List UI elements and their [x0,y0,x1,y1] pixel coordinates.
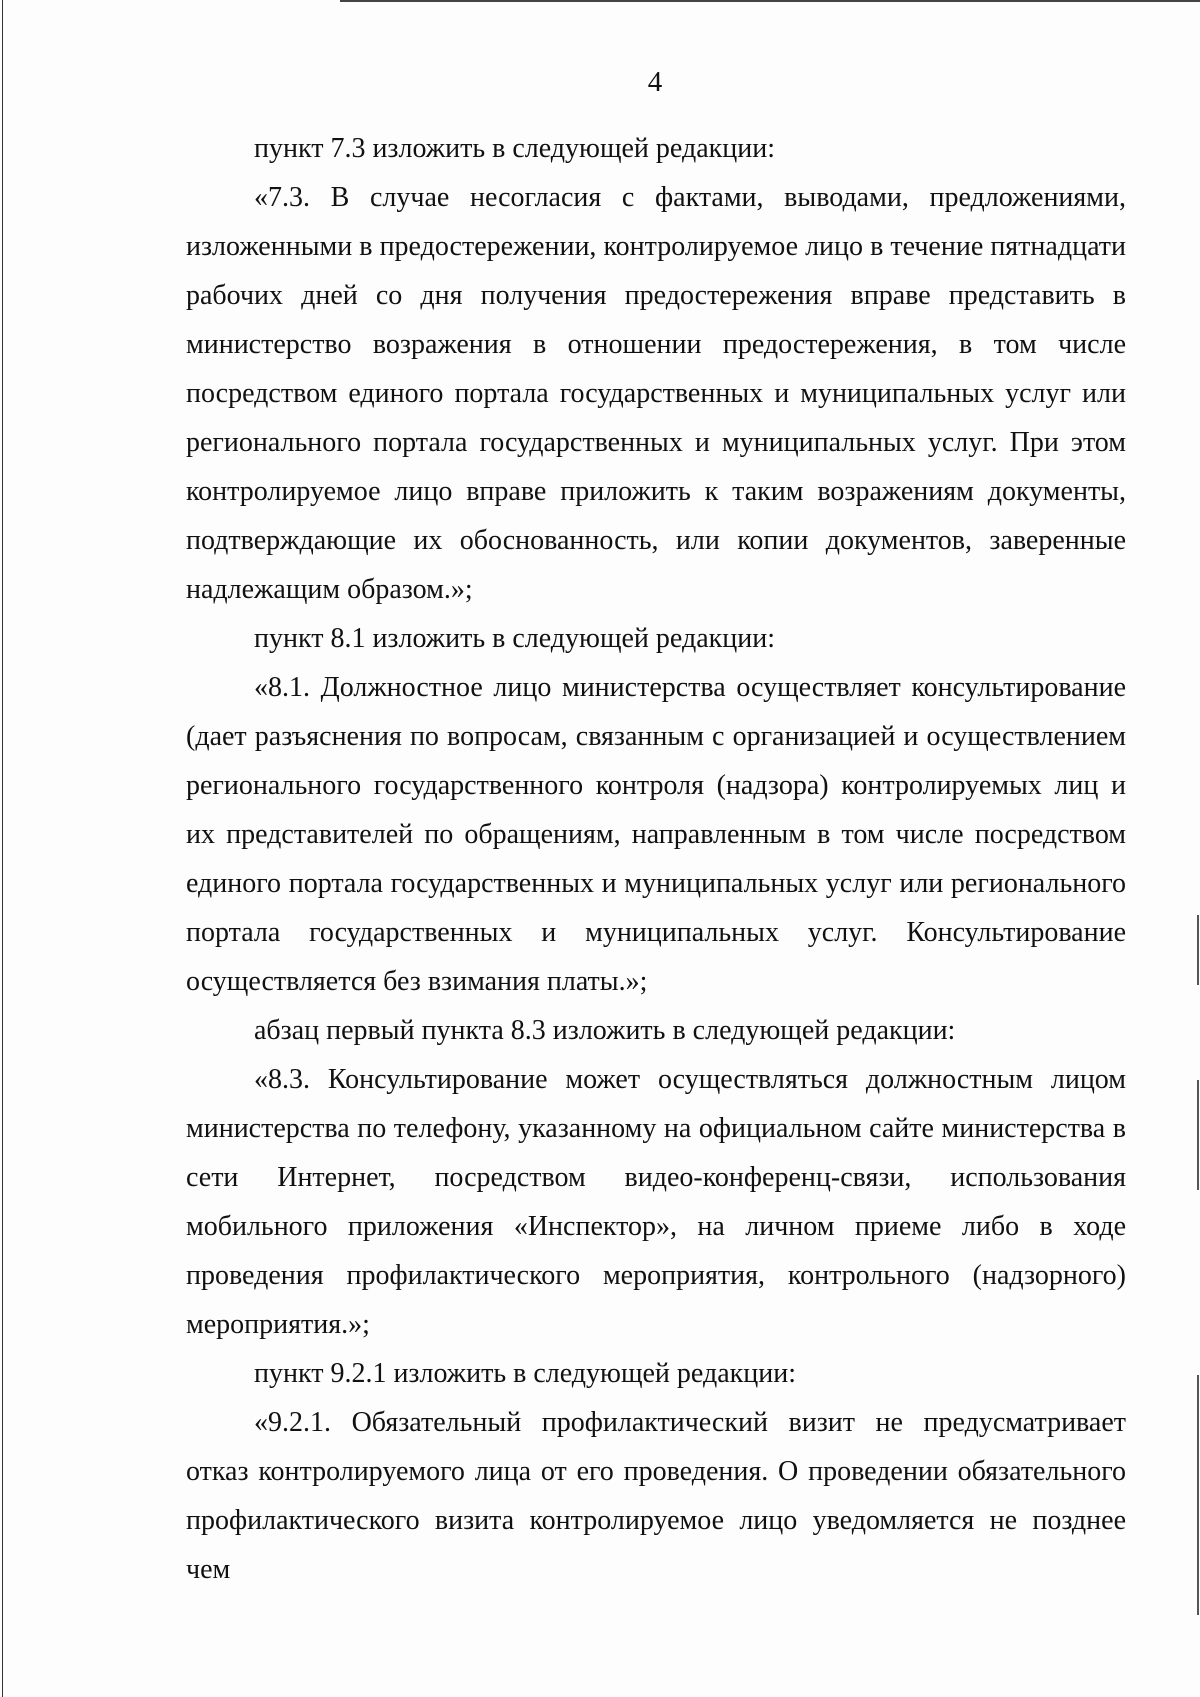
scan-mark-right [1197,915,1199,985]
paragraph: пункт 7.3 изложить в следующей редакции: [254,133,775,164]
paragraph: абзац первый пункта 8.3 изложить в следующей редакции: [254,1015,956,1046]
scan-edge-left [2,0,3,1697]
paragraph: «8.3. Консультирование может осуществляться должностным лицом министерства по телефону, указанному на официальном сайте министерства в сети Интернет, посредством видео-конференц-связи, использования мобильного приложения «Инспектор», на личном приеме либо в ходе проведения профилактического мероприятия, контрольного (надзорного) мероприятия.»; [186,1064,1126,1340]
paragraph: пункт 8.1 изложить в следующей редакции: [254,623,775,654]
page-number: 4 [647,66,663,98]
paragraph: «7.3. В случае несогласия с фактами, выводами, предложениями, изложенными в предостережении, контролируемое лицо в течение пятнадцати рабочих дней со дня получения предостережения вправе представить в министерство возражения в отношении предостережения, в том числе посредством единого портала государственных и муниципальных услуг или регионального портала государственных и муниципальных услуг. При этом контролируемое лицо вправе приложить к таким возражениям документы, подтверждающие их обоснованность, или копии документов, заверенные надлежащим образом.»; [186,182,1126,605]
paragraph: «8.1. Должностное лицо министерства осуществляет консультирование (дает разъяснения по вопросам, связанным с организацией и осуществлением регионального государственного контроля (надзора) контролируемых лиц и их представителей по обращениям, направленным в том числе посредством единого портала государственных и муниципальных услуг или регионального портала государственных и муниципальных услуг. Консультирование осуществляется без взимания платы.»; [186,672,1126,997]
scan-mark-right [1197,1080,1199,1190]
scan-mark-right [1197,1375,1199,1615]
document-body [186,124,1126,1594]
scan-edge-top [340,0,1200,2]
paragraph: «9.2.1. Обязательный профилактический визит не предусматривает отказ контролируемого лица от его проведения. О проведении обязательного профилактического визита контролируемое лицо уведомляется не позднее чем [186,1407,1126,1585]
paragraph: пункт 9.2.1 изложить в следующей редакции: [254,1358,796,1389]
